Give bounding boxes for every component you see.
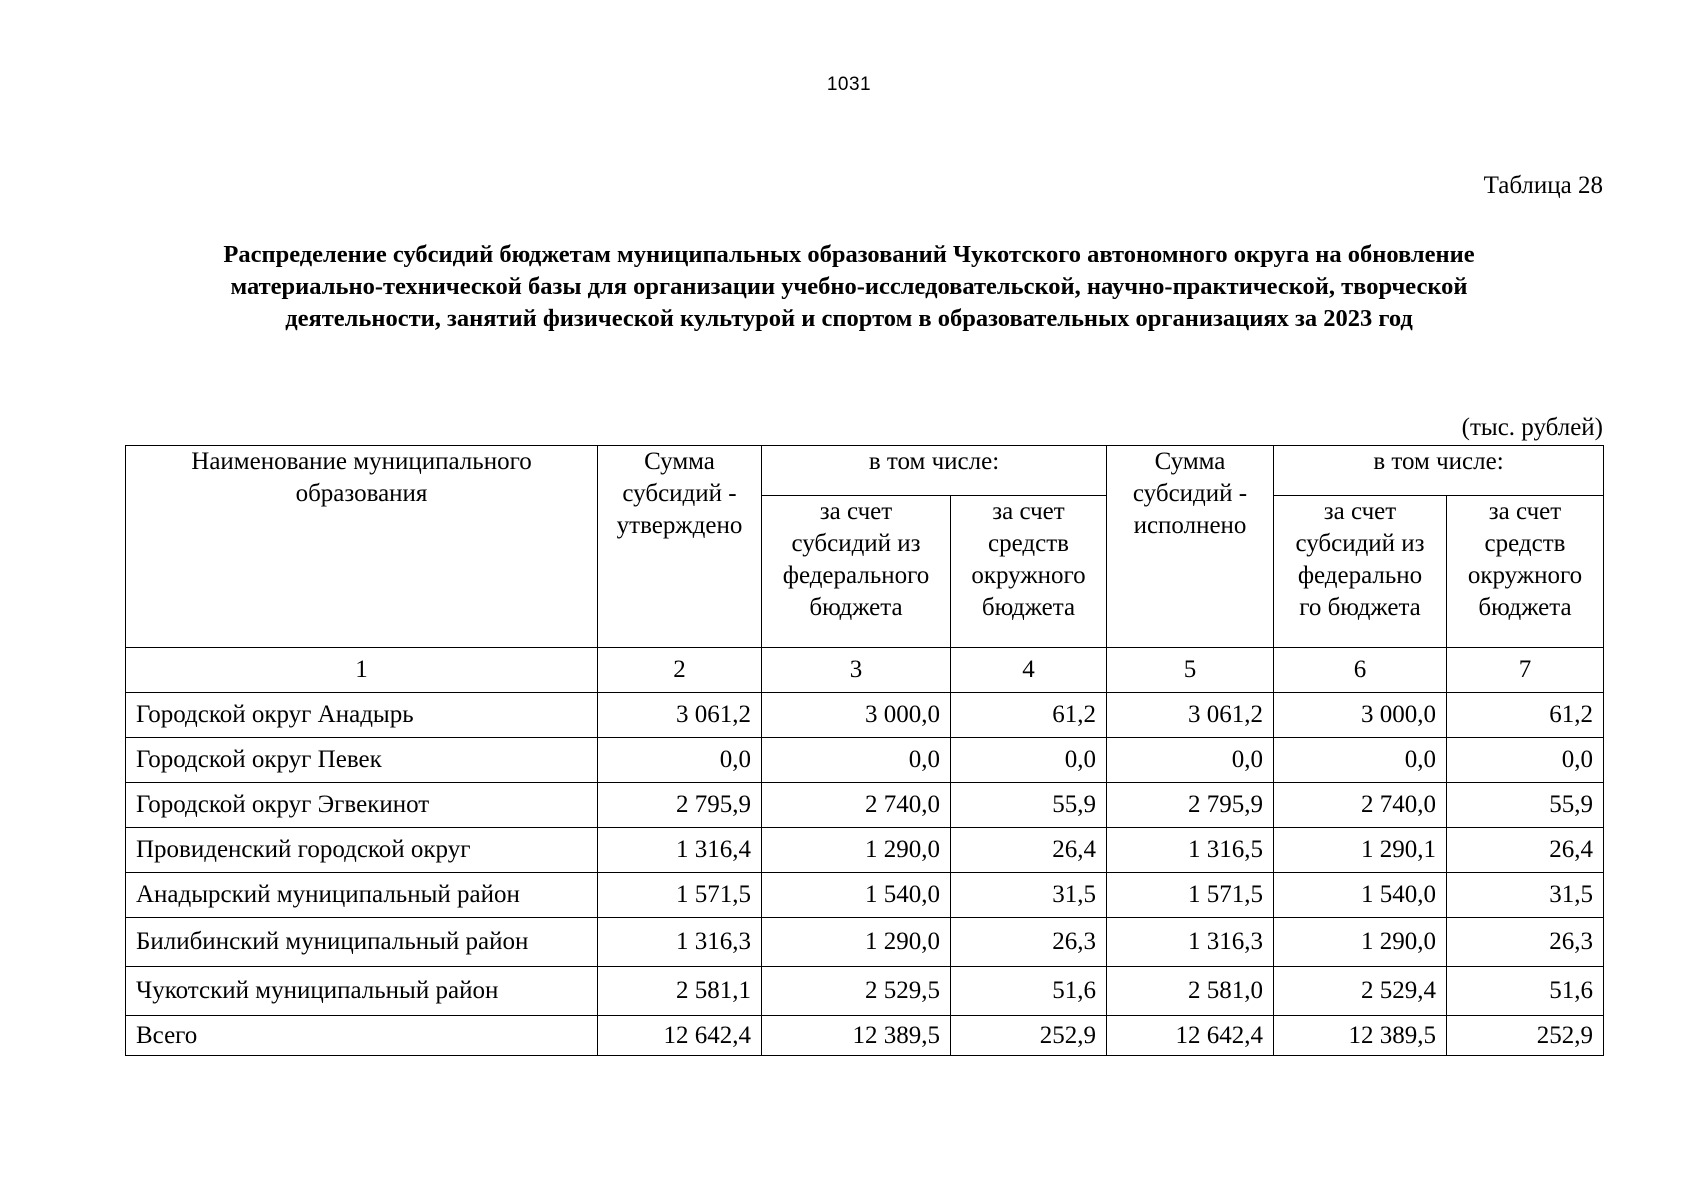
municipality-name: Чукотский муниципальный район [126,967,598,1016]
header-row [126,446,1604,496]
total-label: Всего [126,1016,598,1056]
value-cell: 31,5 [951,873,1107,918]
value-cell: 3 061,2 [598,693,762,738]
table-row [126,967,1604,1016]
document-title [120,239,1578,335]
value-cell: 1 571,5 [1107,873,1274,918]
column-number: 1 [126,648,598,693]
total-row [126,1016,1604,1056]
column-number: 4 [951,648,1107,693]
header-federal-approved: за счет субсидий из федерального бюджета [762,496,951,648]
value-cell: 2 581,1 [598,967,762,1016]
municipality-name: Городской округ Анадырь [126,693,598,738]
total-value: 12 389,5 [762,1016,951,1056]
value-cell: 1 571,5 [598,873,762,918]
column-number: 5 [1107,648,1274,693]
value-cell: 1 316,3 [598,918,762,967]
header-federal-executed: за счет субсидий из федерально го бюджета [1274,496,1447,648]
header-name: Наименование муниципального образования [126,446,598,648]
value-cell: 31,5 [1447,873,1604,918]
value-cell: 0,0 [762,738,951,783]
table-row [126,738,1604,783]
municipality-name: Провиденский городской округ [126,828,598,873]
column-number: 2 [598,648,762,693]
table-row [126,918,1604,967]
value-cell: 0,0 [1107,738,1274,783]
header-approved: Сумма субсидий - утверждено [598,446,762,648]
value-cell: 0,0 [1274,738,1447,783]
total-value: 12 389,5 [1274,1016,1447,1056]
value-cell: 1 316,5 [1107,828,1274,873]
table-row [126,828,1604,873]
value-cell: 55,9 [951,783,1107,828]
value-cell: 0,0 [598,738,762,783]
value-cell: 26,3 [1447,918,1604,967]
value-cell: 2 795,9 [1107,783,1274,828]
municipality-name: Анадырский муниципальный район [126,873,598,918]
value-cell: 1 316,3 [1107,918,1274,967]
value-cell: 0,0 [951,738,1107,783]
total-value: 12 642,4 [1107,1016,1274,1056]
table-label: Таблица 28 [1483,172,1603,199]
municipality-name: Городской округ Эгвекинот [126,783,598,828]
header-district-approved: за счет средств окружного бюджета [951,496,1107,648]
table-row [126,783,1604,828]
value-cell: 26,4 [951,828,1107,873]
header-including-approved: в том числе: [762,446,1107,496]
title-line: материально-технической базы для организации учебно-исследовательской, научно-практической, творческой [230,273,1468,300]
column-number: 7 [1447,648,1604,693]
value-cell: 1 290,0 [762,828,951,873]
table-row [126,873,1604,918]
value-cell: 51,6 [951,967,1107,1016]
value-cell: 26,4 [1447,828,1604,873]
title-line: деятельности, занятий физической культурой и спортом в образовательных организациях за 2023 год [285,305,1413,332]
value-cell: 3 000,0 [1274,693,1447,738]
value-cell: 2 795,9 [598,783,762,828]
value-cell: 2 740,0 [762,783,951,828]
value-cell: 1 540,0 [1274,873,1447,918]
value-cell: 26,3 [951,918,1107,967]
total-value: 252,9 [951,1016,1107,1056]
value-cell: 2 529,5 [762,967,951,1016]
value-cell: 0,0 [1447,738,1604,783]
value-cell: 2 581,0 [1107,967,1274,1016]
value-cell: 61,2 [1447,693,1604,738]
value-cell: 3 000,0 [762,693,951,738]
column-number: 3 [762,648,951,693]
value-cell: 2 529,4 [1274,967,1447,1016]
value-cell: 61,2 [951,693,1107,738]
value-cell: 1 290,0 [762,918,951,967]
municipality-name: Билибинский муниципальный район [126,918,598,967]
value-cell: 1 540,0 [762,873,951,918]
value-cell: 3 061,2 [1107,693,1274,738]
municipality-name: Городской округ Певек [126,738,598,783]
table-row [126,693,1604,738]
value-cell: 1 290,1 [1274,828,1447,873]
total-value: 12 642,4 [598,1016,762,1056]
header-district-executed: за счет средств окружного бюджета [1447,496,1604,648]
value-cell: 55,9 [1447,783,1604,828]
subsidies-table [125,445,1604,1056]
total-value: 252,9 [1447,1016,1604,1056]
value-cell: 1 290,0 [1274,918,1447,967]
header-including-executed: в том числе: [1274,446,1604,496]
title-line: Распределение субсидий бюджетам муниципальных образований Чукотского автономного округа на обновление [223,241,1475,268]
value-cell: 2 740,0 [1274,783,1447,828]
value-cell: 1 316,4 [598,828,762,873]
page-number: 1031 [826,74,872,95]
column-number-row [126,648,1604,693]
units-label: (тыс. рублей) [1461,414,1603,441]
column-number: 6 [1274,648,1447,693]
value-cell: 51,6 [1447,967,1604,1016]
header-executed: Сумма субсидий - исполнено [1107,446,1274,648]
